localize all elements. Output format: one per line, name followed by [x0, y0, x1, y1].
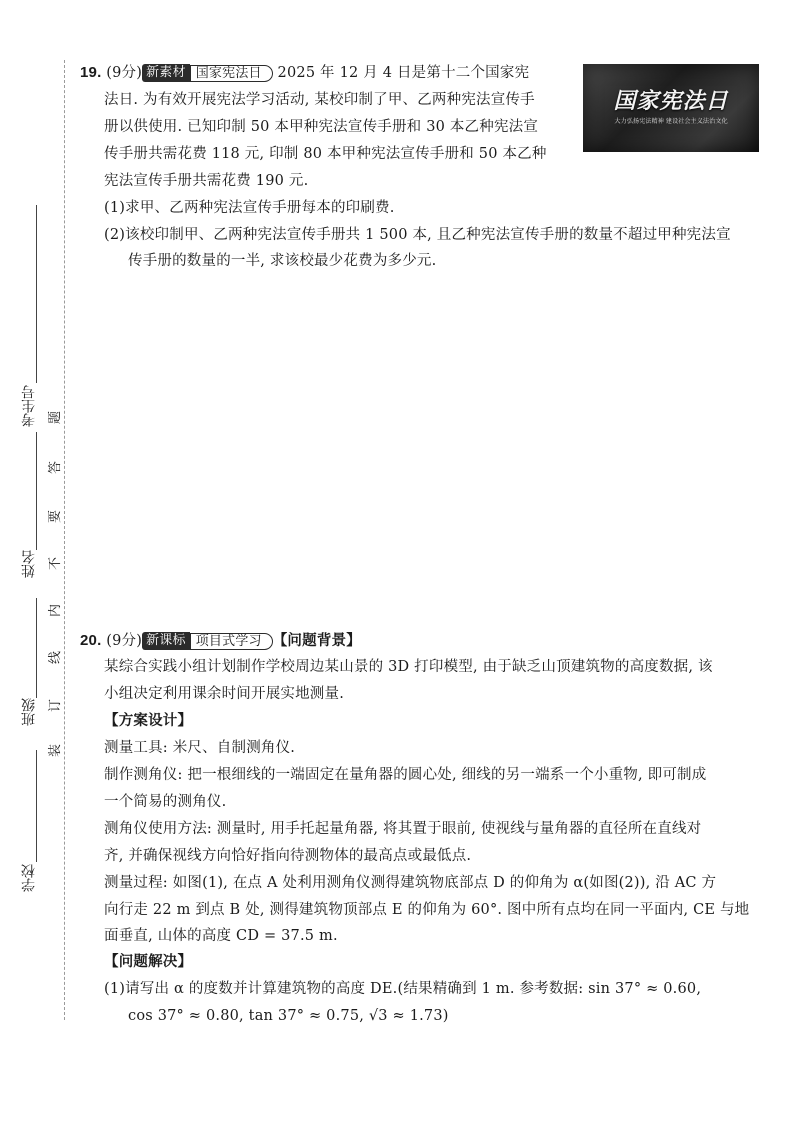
heading-background: 【问题背景】: [272, 632, 361, 649]
heading-design: 【方案设计】: [104, 712, 193, 729]
q19-part1: (1)求甲、乙两种宪法宣传手册每本的印刷费.: [104, 200, 395, 216]
binding-char: 不: [48, 556, 64, 571]
q19-text-line: 册以供使用. 已知印制 50 本甲种宪法宣传手册和 30 本乙种宪法宣: [104, 119, 539, 135]
binding-char: 答: [48, 460, 64, 475]
q20-header: [80, 631, 361, 651]
banner-subtitle: 大力弘扬宪法精神 建设社会主义法治文化: [614, 118, 728, 125]
q19-number: 19.: [80, 64, 102, 81]
q19-score: (9分): [106, 65, 143, 81]
q20-text-line: 面垂直, 山体的高度 CD = 37.5 m.: [104, 928, 338, 944]
q20-text-line: 测量过程: 如图(1), 在点 A 处利用测角仪测得建筑物底部点 D 的仰角为 α(如图(2)), 沿 AC 方: [104, 875, 717, 891]
q20-score: (9分): [106, 633, 143, 649]
q19-part2: (2)该校印制甲、乙两种宪法宣传手册共 1 500 本, 且乙种宪法宣传手册的数量不超过甲种宪法宣: [104, 227, 731, 243]
q20-tag-new-curriculum: 新课标: [142, 632, 190, 650]
name-label: 姓名: [21, 550, 37, 578]
q20-text-line: 小组决定利用课余时间开展实地测量.: [104, 686, 345, 702]
q19-tag-new-material: 新素材: [142, 64, 190, 82]
q19-text-line: 传手册共需花费 118 元, 印制 80 本甲种宪法宣传手册和 50 本乙种: [104, 146, 547, 162]
q20-text-line: 一个简易的测角仪.: [104, 794, 227, 810]
class-label: 班级: [21, 698, 37, 726]
q19-header: [80, 63, 529, 83]
q20-text-line: 向行走 22 m 到点 B 处, 测得建筑物顶部点 E 的仰角为 60°. 图中所有点均在同一平面内, CE 与地: [104, 902, 750, 918]
binding-char: 要: [48, 509, 64, 524]
binding-char: 线: [48, 650, 64, 665]
binding-dashed-line: [64, 60, 65, 1020]
q20-solve-line-cont: cos 37° ≈ 0.80, tan 37° ≈ 0.75, √3 ≈ 1.73): [128, 1008, 449, 1024]
binding-char: 内: [48, 603, 64, 618]
q20-text-line: 测角仪使用方法: 测量时, 用手托起量角器, 将其置于眼前, 使视线与量角器的直径所在直线对: [104, 821, 702, 837]
q19-tag-topic: 国家宪法日: [190, 65, 273, 82]
binding-char: 题: [48, 410, 64, 425]
exam-number-underline: [36, 205, 37, 383]
q19-text-line: 宪法宣传手册共需花费 190 元.: [104, 173, 309, 189]
q20-tag-topic: 项目式学习: [190, 633, 273, 650]
name-underline: [36, 432, 37, 550]
q20-text-line: 制作测角仪: 把一根细线的一端固定在量角器的圆心处, 细线的另一端系一个小重物, 即可制成: [104, 767, 707, 783]
school-underline: [36, 750, 37, 862]
q20-text-line: 某综合实践小组计划制作学校周边某山景的 3D 打印模型, 由于缺乏山顶建筑物的高度数据, 该: [104, 659, 713, 675]
exam-number-label: 考生号: [21, 385, 37, 427]
heading-solve: 【问题解决】: [104, 953, 193, 970]
q19-text-line: 2025 年 12 月 4 日是第十二个国家宪: [277, 65, 530, 81]
binding-char: 订: [48, 698, 64, 713]
q19-part2-cont: 传手册的数量的一半, 求该校最少花费为多少元.: [128, 253, 437, 269]
constitution-day-banner-image: [583, 64, 759, 152]
q19-text-line: 法日. 为有效开展宪法学习活动, 某校印制了甲、乙两种宪法宣传手: [104, 92, 535, 108]
class-underline: [36, 598, 37, 698]
q20-number: 20.: [80, 632, 102, 649]
school-label: 学校: [21, 864, 37, 892]
q20-text-line: 齐, 并确保视线方向恰好指向待测物体的最高点或最低点.: [104, 848, 472, 864]
q20-solve-line: (1)请写出 α 的度数并计算建筑物的高度 DE.(结果精确到 1 m. 参考数据: sin 37° ≈ 0.60,: [104, 981, 702, 997]
q20-tools: 测量工具: 米尺、自制测角仪.: [104, 740, 296, 756]
binding-char: 装: [48, 743, 64, 758]
banner-title: 国家宪法日: [613, 89, 729, 114]
